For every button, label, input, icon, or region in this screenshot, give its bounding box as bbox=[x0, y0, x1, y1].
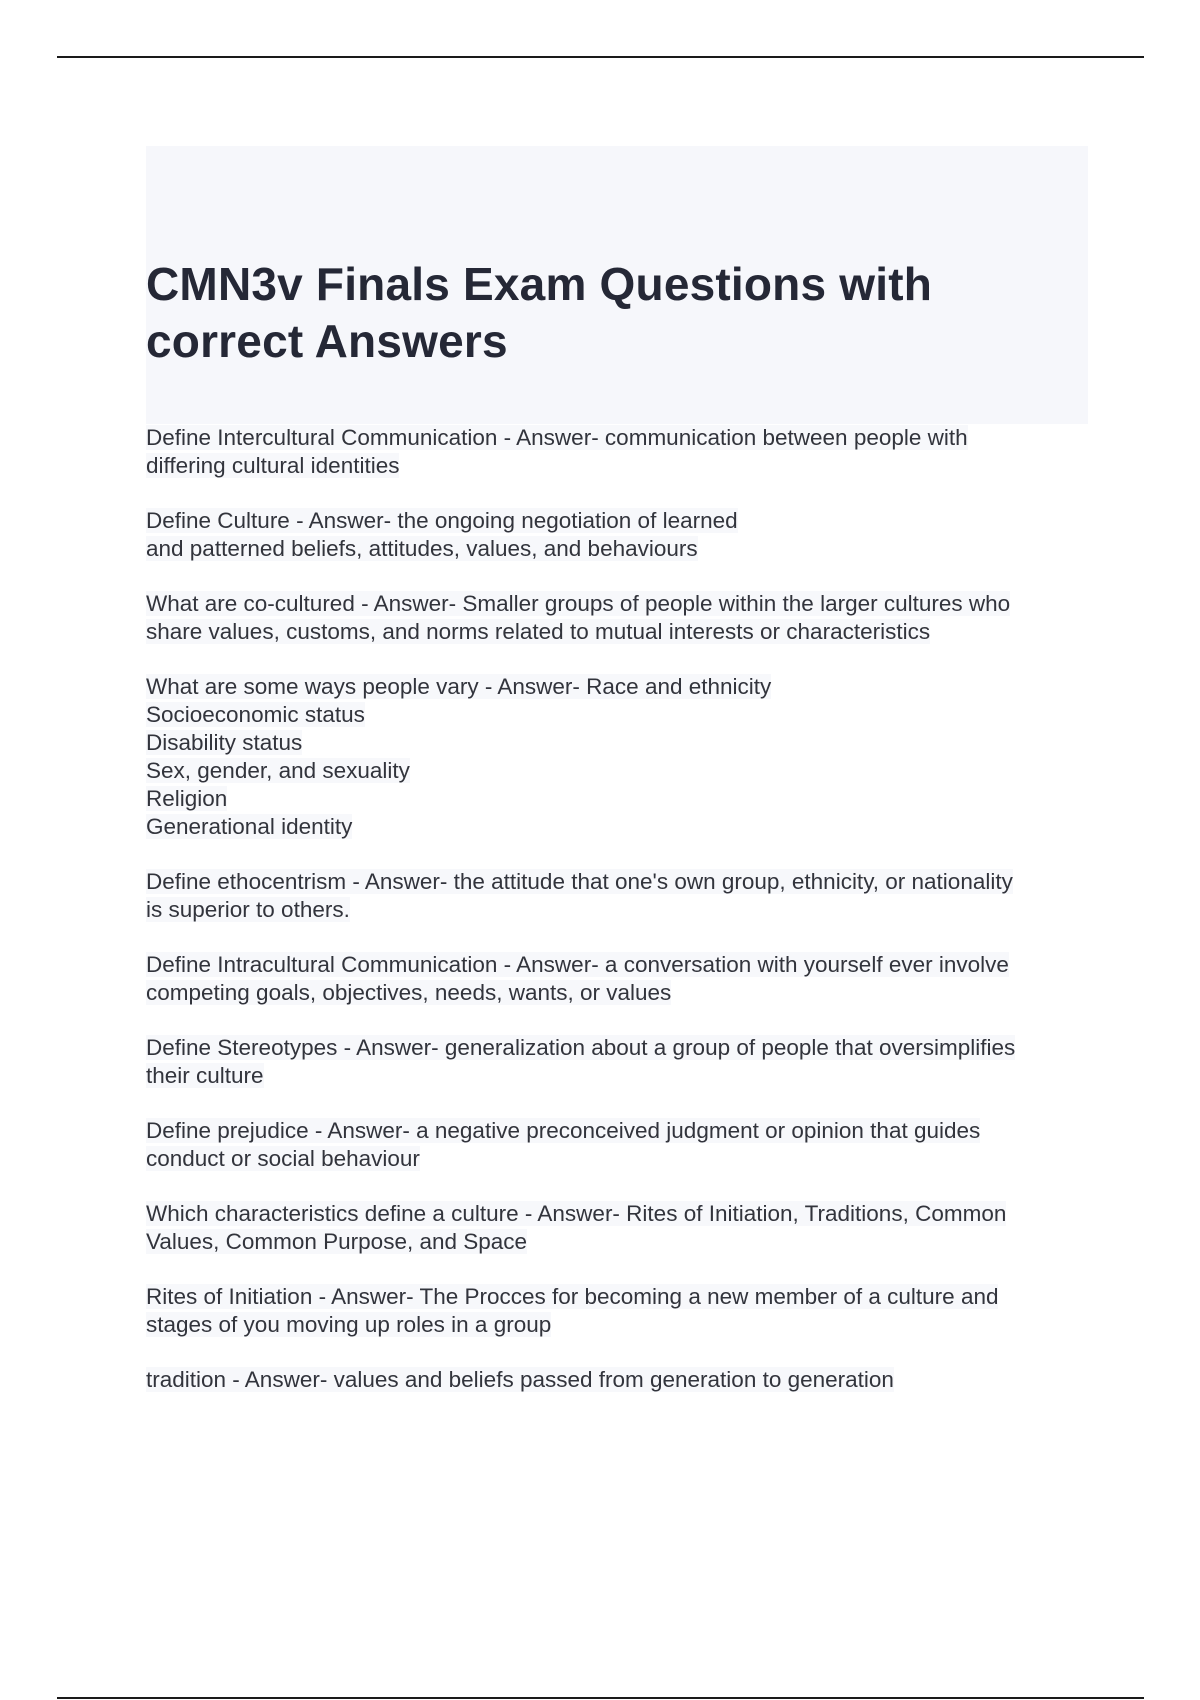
qa-line: Define Stereotypes - Answer- generalization about a group of people that oversimplifies bbox=[146, 1035, 1016, 1060]
qa-line: Which characteristics define a culture - Answer- Rites of Initiation, Traditions, Common bbox=[146, 1201, 1007, 1226]
qa-line: Values, Common Purpose, and Space bbox=[146, 1229, 528, 1254]
qa-line: Define prejudice - Answer- a negative preconceived judgment or opinion that guides bbox=[146, 1118, 981, 1143]
document-title bbox=[146, 256, 1088, 370]
title-line: correct Answers bbox=[146, 315, 508, 367]
qa-line: Socioeconomic status bbox=[146, 702, 365, 727]
qa-list bbox=[146, 424, 1096, 1394]
bottom-rule bbox=[57, 1697, 1144, 1699]
top-rule bbox=[57, 56, 1144, 58]
qa-line: tradition - Answer- values and beliefs passed from generation to generation bbox=[146, 1367, 894, 1392]
qa-line: is superior to others. bbox=[146, 897, 350, 922]
qa-item bbox=[146, 507, 1096, 563]
qa-line: Generational identity bbox=[146, 814, 353, 839]
qa-line: differing cultural identities bbox=[146, 453, 400, 478]
qa-item bbox=[146, 590, 1096, 646]
qa-line: Rites of Initiation - Answer- The Procces for becoming a new member of a culture and bbox=[146, 1284, 999, 1309]
qa-line: Define Intercultural Communication - Answer- communication between people with bbox=[146, 425, 968, 450]
qa-line: Disability status bbox=[146, 730, 303, 755]
title-line: CMN3v Finals Exam Questions with bbox=[146, 258, 933, 310]
qa-item bbox=[146, 424, 1096, 480]
qa-item bbox=[146, 868, 1096, 924]
qa-line: Define ethocentrism - Answer- the attitude that one's own group, ethnicity, or nationality bbox=[146, 869, 1013, 894]
qa-item bbox=[146, 1117, 1096, 1173]
qa-line: stages of you moving up roles in a group bbox=[146, 1312, 552, 1337]
qa-line: share values, customs, and norms related to mutual interests or characteristics bbox=[146, 619, 931, 644]
qa-line: competing goals, objectives, needs, wants, or values bbox=[146, 980, 672, 1005]
qa-item bbox=[146, 673, 1096, 841]
qa-line: Define Intracultural Communication - Answer- a conversation with yourself ever involve bbox=[146, 952, 1009, 977]
qa-item bbox=[146, 1200, 1096, 1256]
qa-item bbox=[146, 1034, 1096, 1090]
qa-line: their culture bbox=[146, 1063, 264, 1088]
qa-line: Define Culture - Answer- the ongoing negotiation of learned bbox=[146, 508, 738, 533]
qa-item bbox=[146, 1283, 1096, 1339]
qa-line: Religion bbox=[146, 786, 228, 811]
qa-line: What are co-cultured - Answer- Smaller groups of people within the larger cultures who bbox=[146, 591, 1011, 616]
qa-line: What are some ways people vary - Answer- Race and ethnicity bbox=[146, 674, 772, 699]
qa-item bbox=[146, 1366, 1096, 1394]
qa-line: conduct or social behaviour bbox=[146, 1146, 420, 1171]
qa-item bbox=[146, 951, 1096, 1007]
title-block bbox=[146, 146, 1088, 424]
qa-line: Sex, gender, and sexuality bbox=[146, 758, 410, 783]
qa-line: and patterned beliefs, attitudes, values, and behaviours bbox=[146, 536, 698, 561]
